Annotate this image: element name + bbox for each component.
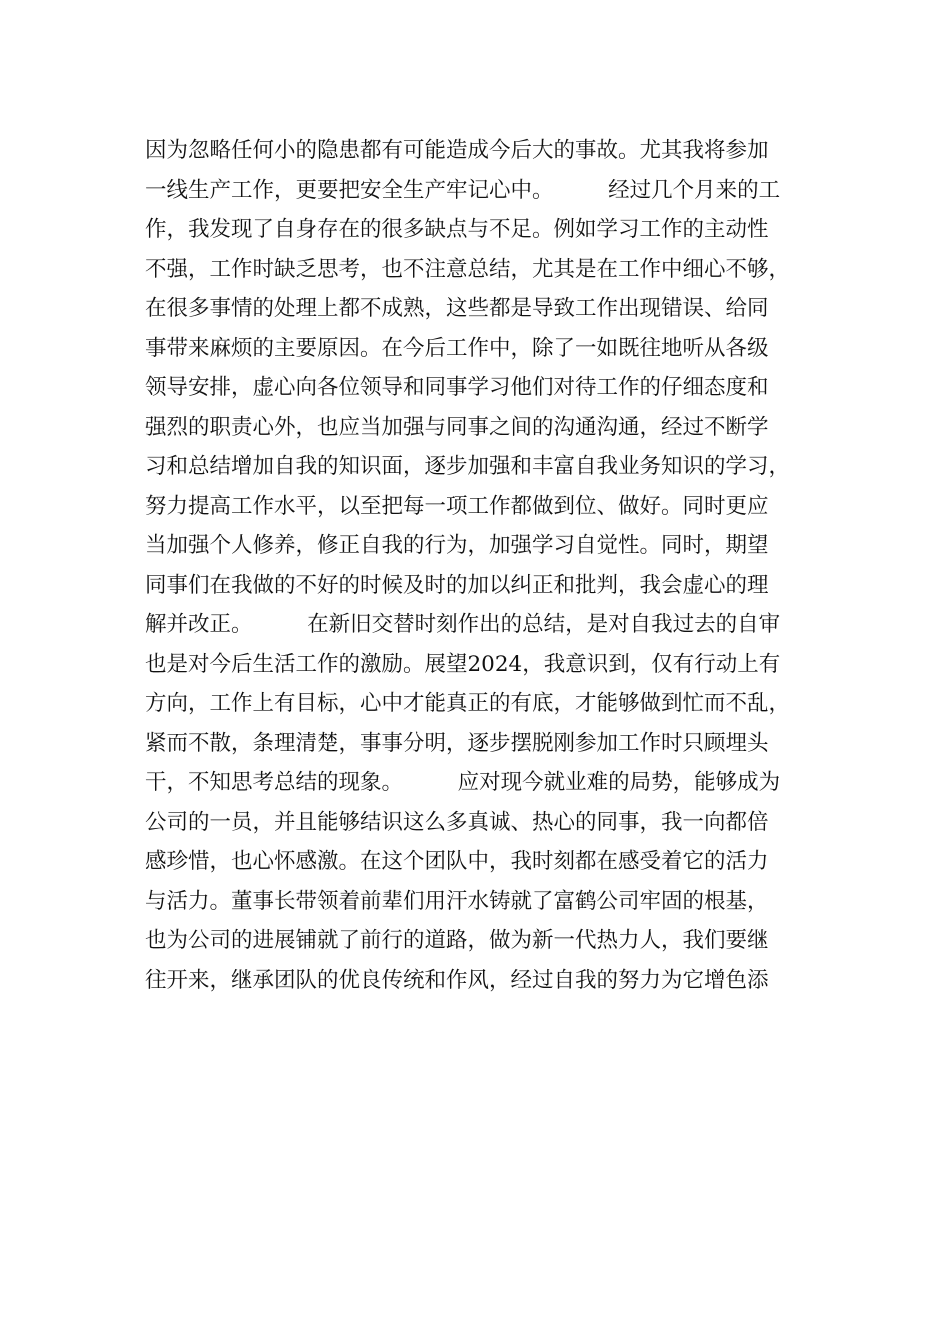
text-line-8: 强烈的职责心外，也应当加强与同事之间的沟通沟通，经过不断学 — [145, 414, 769, 440]
text-line-19: 感珍惜，也心怀感激。在这个团队中，我时刻都在感受着它的活力 — [145, 849, 769, 874]
text-line-15: 方向，工作上有目标，心中才能真正的有底，才能够做到忙而不乱， — [145, 691, 791, 716]
text-line-13: 解并改正。 在新旧交替时刻作出的总结，是对自我过去的自审 — [145, 612, 781, 637]
text-line-17: 干，不知思考总结的现象。 应对现今就业难的局势，能够成为 — [145, 770, 781, 795]
text-line-22: 往开来，继承团队的优良传统和作风，经过自我的努力为它增色添 — [145, 967, 769, 993]
text-line-4: 不强，工作时缺乏思考，也不注意总结，尤其是在工作中细心不够， — [145, 256, 791, 282]
text-line-16: 紧而不散，条理清楚，事事分明，逐步摆脱刚参加工作时只顾埋头 — [145, 730, 769, 756]
text-line-7: 领导安排，虚心向各位领导和同事学习他们对待工作的仔细态度和 — [145, 375, 769, 400]
text-line-9: 习和总结增加自我的知识面，逐步加强和丰富自我业务知识的学习， — [145, 454, 791, 479]
text-line-10: 努力提高工作水平，以至把每一项工作都做到位、做好。同时更应 — [145, 493, 769, 519]
body-text — [145, 131, 845, 1000]
text-line-18: 公司的一员，并且能够结识这么多真诚、热心的同事，我一向都倍 — [145, 809, 769, 835]
text-line-20: 与活力。董事长带领着前辈们用汗水铸就了富鹤公司牢固的根基， — [145, 888, 769, 914]
text-line-14: 也是对今后生活工作的激励。展望2024，我意识到，仅有行动上有 — [145, 651, 781, 677]
text-line-11: 当加强个人修养，修正自我的行为，加强学习自觉性。同时，期望 — [145, 533, 769, 558]
text-line-21: 也为公司的进展铺就了前行的道路，做为新一代热力人，我们要继 — [145, 928, 769, 953]
text-line-6: 事带来麻烦的主要原因。在今后工作中，除了一如既往地听从各级 — [145, 335, 769, 361]
text-line-1: 因为忽略任何小的隐患都有可能造成今后大的事故。尤其我将参加 — [145, 138, 769, 163]
text-line-5: 在很多事情的处理上都不成熟，这些都是导致工作出现错误、给同 — [145, 296, 769, 321]
text-line-2: 一线生产工作，更要把安全生产牢记心中。 经过几个月来的工 — [145, 177, 781, 203]
text-line-12: 同事们在我做的不好的时候及时的加以纠正和批判，我会虚心的理 — [145, 572, 769, 598]
text-line-3: 作，我发现了自身存在的很多缺点与不足。例如学习工作的主动性 — [145, 217, 769, 242]
